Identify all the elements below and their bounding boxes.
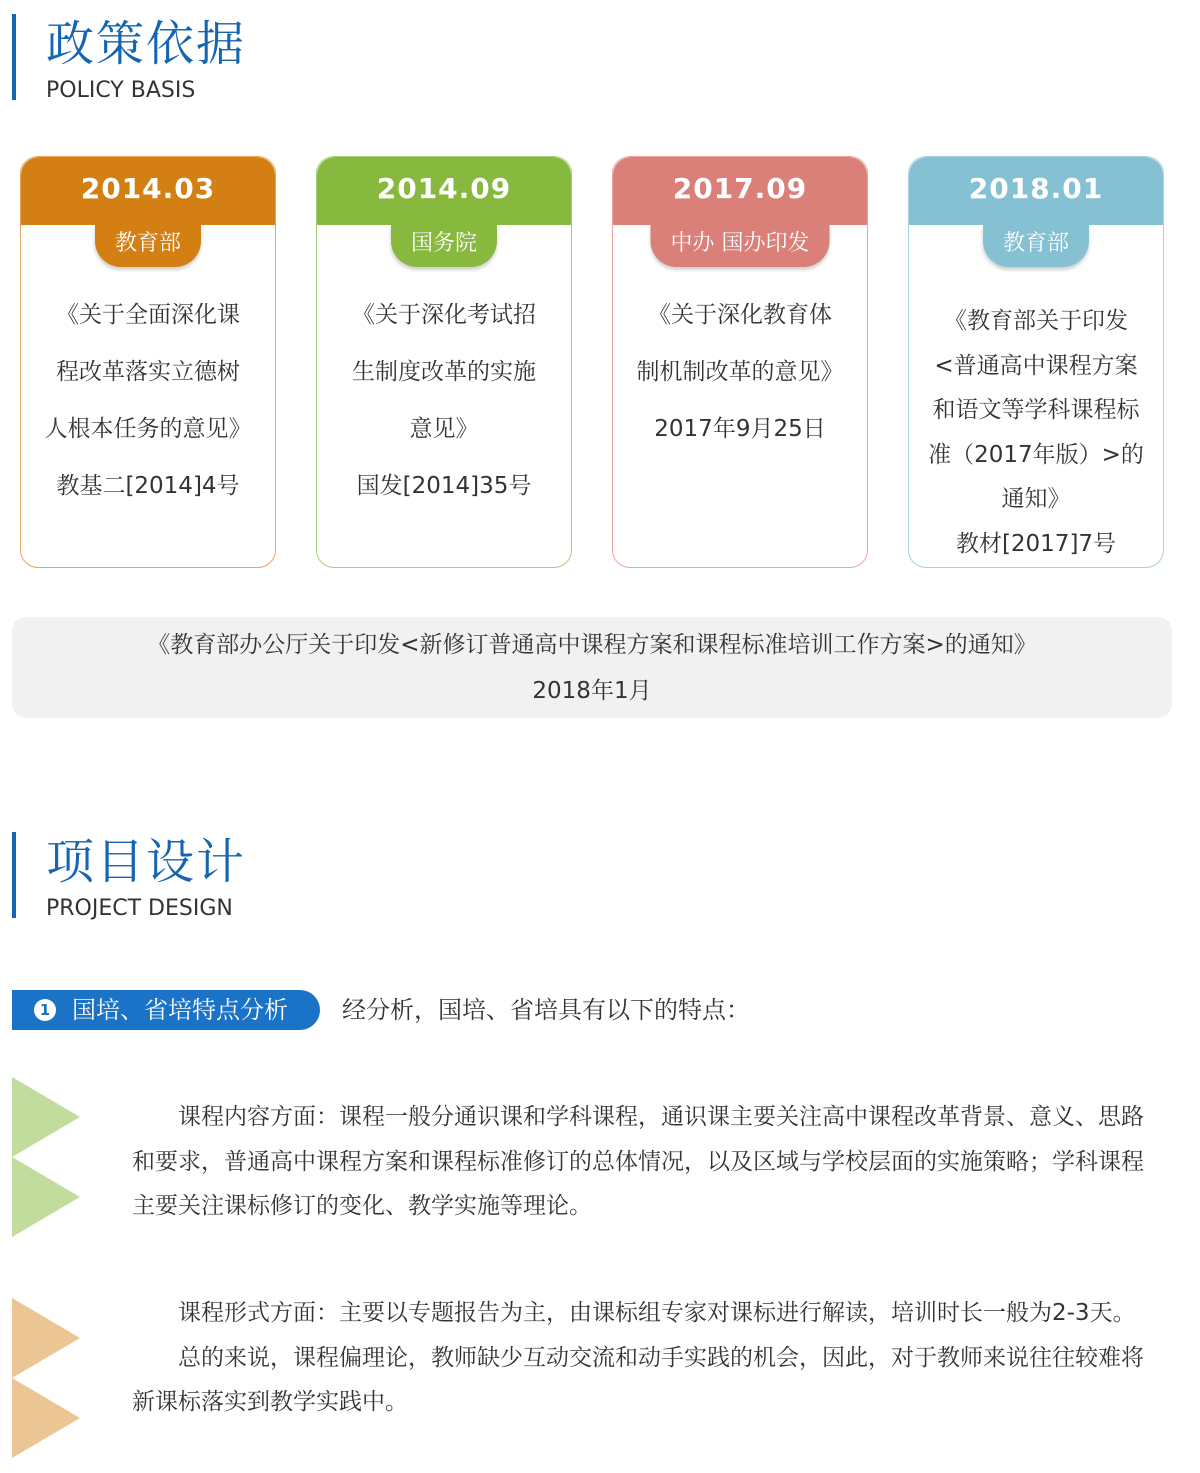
policy-card	[908, 156, 1164, 568]
doc-title-line: 和语文等学科课程标	[932, 397, 1140, 423]
feature-tag	[12, 990, 320, 1030]
notice-title: 《教育部办公厅关于印发<新修订普通高中课程方案和课程标准培训工作方案>的通知》	[147, 632, 1037, 658]
policy-card	[20, 156, 276, 568]
doc-title-line: <普通高中课程方案	[934, 352, 1138, 379]
section-title: 政策依据	[46, 16, 247, 72]
card-body	[925, 299, 1147, 566]
issuer-badge: 中办 国办印发	[651, 225, 830, 267]
course-form-block	[12, 1298, 1172, 1460]
section-accent-bar	[12, 14, 16, 100]
green-arrow-icon	[12, 1157, 80, 1237]
doc-title-line: 程改革落实立德树	[56, 359, 240, 385]
orange-arrow-icon	[12, 1378, 80, 1458]
section-title: 项目设计	[46, 834, 247, 890]
doc-number: 国发[2014]35号	[356, 473, 532, 499]
issuer-badge: 教育部	[983, 225, 1089, 267]
card-date: 2018.01	[968, 172, 1104, 205]
doc-title-line: 《教育部关于印发	[944, 308, 1128, 334]
doc-title-line: 生制度改革的实施	[352, 359, 536, 385]
paragraph-text	[132, 1291, 1144, 1425]
notice-date: 2018年1月	[532, 678, 652, 704]
section-subtitle: PROJECT DESIGN	[46, 896, 233, 921]
issuer-badge: 教育部	[95, 225, 201, 267]
doc-title-line: 准（2017年版）>的	[928, 441, 1144, 468]
doc-number: 教材[2017]7号	[955, 530, 1117, 557]
card-body	[333, 287, 555, 515]
orange-arrow-icon	[12, 1298, 80, 1378]
feature-tag-label: 国培、省培特点分析	[72, 996, 288, 1024]
doc-title-line: 《关于深化考试招	[352, 302, 536, 328]
summary-paragraph: 总的来说，课程偏理论，教师缺少互动交流和动手实践的机会，因此，对于教师来说往往较难将新课标落实到教学实践中。	[132, 1344, 1144, 1415]
doc-number: 教基二[2014]4号	[56, 473, 240, 499]
course-form-paragraph: 课程形式方面：主要以专题报告为主，由课标组专家对课标进行解读，培训时长一般为2-3天。	[178, 1300, 1136, 1326]
doc-title-line: 《关于全面深化课	[56, 302, 240, 328]
course-content-paragraph: 课程内容方面：课程一般分通识课和学科课程，通识课主要关注高中课程改革背景、意义、思路和要求，普通高中课程方案和课程标准修订的总体情况，以及区域与学校层面的实施策略；学科课程主要关注课标修订的变化、教学实施等理论。	[132, 1104, 1144, 1219]
card-date: 2014.03	[80, 172, 216, 205]
card-date: 2017.09	[672, 172, 808, 205]
doc-title-line: 人根本任务的意见》	[44, 416, 252, 442]
course-content-block	[12, 1077, 1172, 1239]
policy-card	[612, 156, 868, 568]
card-body	[37, 287, 259, 515]
training-notice-box	[12, 617, 1172, 718]
doc-title-line: 通知》	[1001, 486, 1071, 512]
issuer-badge: 国务院	[391, 225, 497, 267]
doc-date: 2017年9月25日	[654, 416, 826, 442]
section-subtitle: POLICY BASIS	[46, 78, 196, 103]
number-badge: 1	[34, 999, 56, 1021]
doc-title-line: 《关于深化教育体	[648, 302, 832, 328]
doc-title-line: 制机制改革的意见》	[636, 359, 844, 385]
doc-title-line: 意见》	[409, 416, 479, 442]
paragraph-text	[132, 1095, 1144, 1229]
feature-intro: 经分析，国培、省培具有以下的特点：	[342, 996, 750, 1024]
section-accent-bar	[12, 832, 16, 918]
card-body	[629, 287, 851, 458]
policy-card	[316, 156, 572, 568]
green-arrow-icon	[12, 1077, 80, 1157]
card-date: 2014.09	[376, 172, 512, 205]
